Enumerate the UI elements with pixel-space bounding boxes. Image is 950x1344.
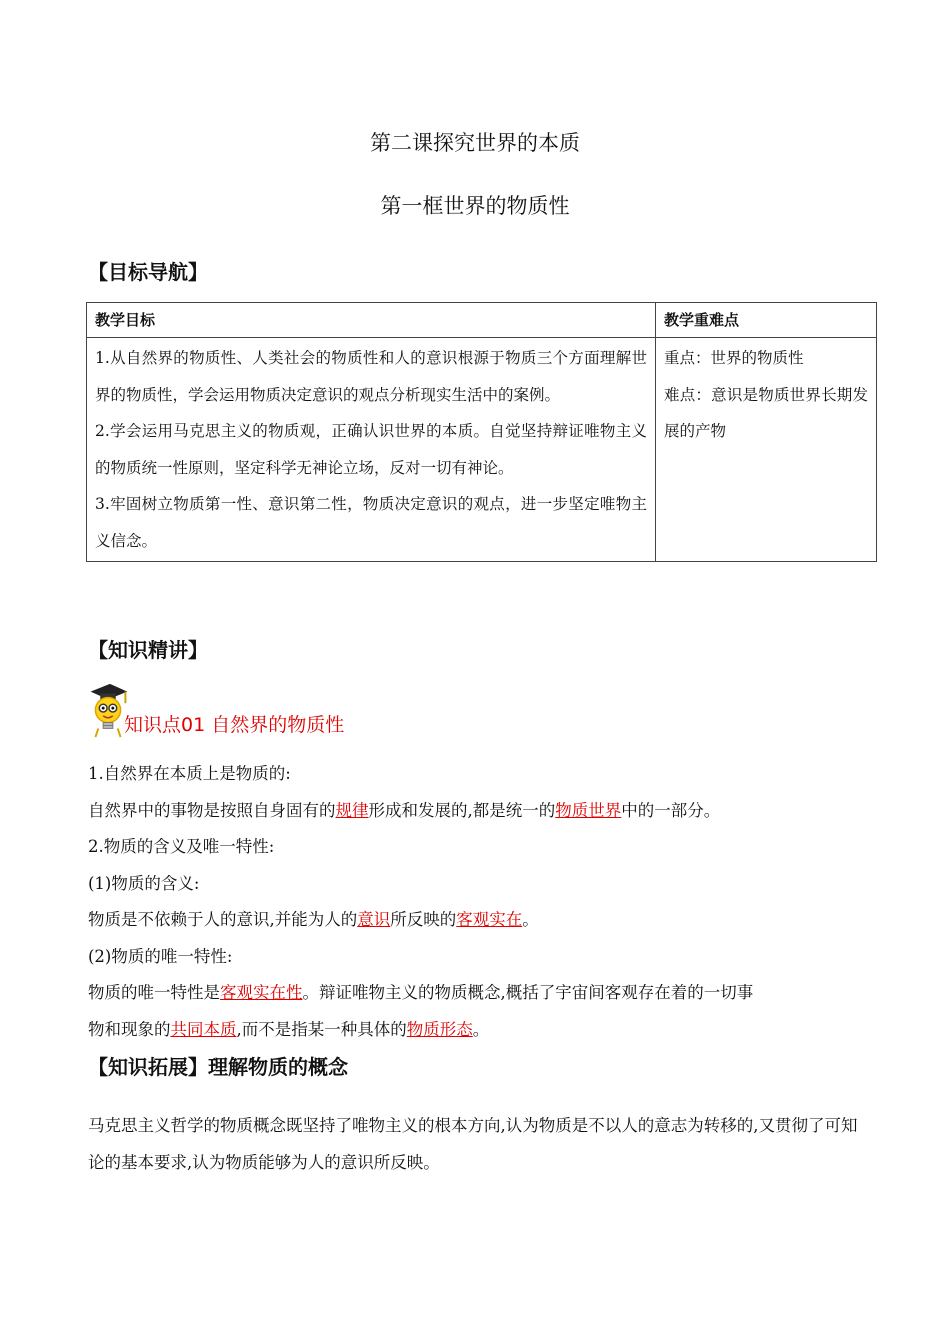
- body-line: (2)物质的唯一特性:: [88, 946, 233, 966]
- extension-heading: 【知识拓展】理解物质的概念: [88, 1055, 348, 1079]
- highlight-term: 意识: [357, 910, 391, 929]
- highlight-term: 客观实在性: [220, 983, 303, 1002]
- highlight-term: 物质形态: [406, 1019, 473, 1039]
- lesson-title: 第二课探究世界的本质: [370, 131, 580, 155]
- knowledge-point-title: 知识点01 自然界的物质性: [124, 714, 345, 736]
- goals-heading: 【目标导航】: [88, 260, 208, 284]
- keypoints-col-header: 教学重难点: [656, 303, 877, 338]
- body-line: 1.自然界在本质上是物质的:: [88, 764, 291, 783]
- highlight-term: 规律: [335, 800, 369, 820]
- knowledge-body: [88, 756, 863, 1048]
- extension-text: 马克思主义哲学的物质概念既坚持了唯物主义的根本方向,认为物质是不以人的意志为转移的,又贯彻了可知论的基本要求,认为物质能够为人的意识所反映。: [88, 1116, 858, 1172]
- body-line: 物质是不依赖于人的意识,并能为人的意识所反映的客观实在。: [88, 910, 539, 929]
- body-line: 物和现象的共同本质,而不是指某一种具体的物质形态。: [88, 1019, 490, 1039]
- objectives-cell: [87, 338, 656, 562]
- highlight-term: 物质世界: [555, 800, 622, 820]
- body-line: 物质的唯一特性是客观实在性。辩证唯物主义的物质概念,概括了宇宙间客观存在着的一切事: [88, 983, 754, 1002]
- goals-table: [86, 302, 877, 562]
- highlight-term: 共同本质: [170, 1019, 237, 1039]
- key-point: 重点：世界的物质性: [664, 349, 804, 367]
- objective-item: 3.牢固树立物质第一性、意识第二性，物质决定意识的观点，进一步坚定唯物主义信念。: [95, 495, 647, 550]
- knowledge-heading: 【知识精讲】: [88, 638, 208, 662]
- objective-item: 2.学会运用马克思主义的物质观，正确认识世界的本质。自觉坚持辩证唯物主义的物质统一性原则，坚定科学无神论立场，反对一切有神论。: [95, 422, 647, 477]
- highlight-term: 客观实在: [456, 910, 523, 929]
- objective-item: 1.从自然界的物质性、人类社会的物质性和人的意识根源于物质三个方面理解世界的物质性，学会运用物质决定意识的观点分析现实生活中的案例。: [95, 349, 647, 404]
- body-line: (1)物质的含义:: [88, 873, 200, 893]
- body-line: 自然界中的事物是按照自身固有的规律形成和发展的,都是统一的物质世界中的一部分。: [88, 800, 721, 820]
- goals-col-header: 教学目标: [87, 303, 656, 338]
- keypoints-cell: [656, 338, 877, 562]
- body-line: 2.物质的含义及唯一特性:: [88, 837, 275, 856]
- lesson-subtitle: 第一框世界的物质性: [380, 194, 570, 218]
- difficult-point: 难点：意识是物质世界长期发展的产物: [664, 385, 868, 440]
